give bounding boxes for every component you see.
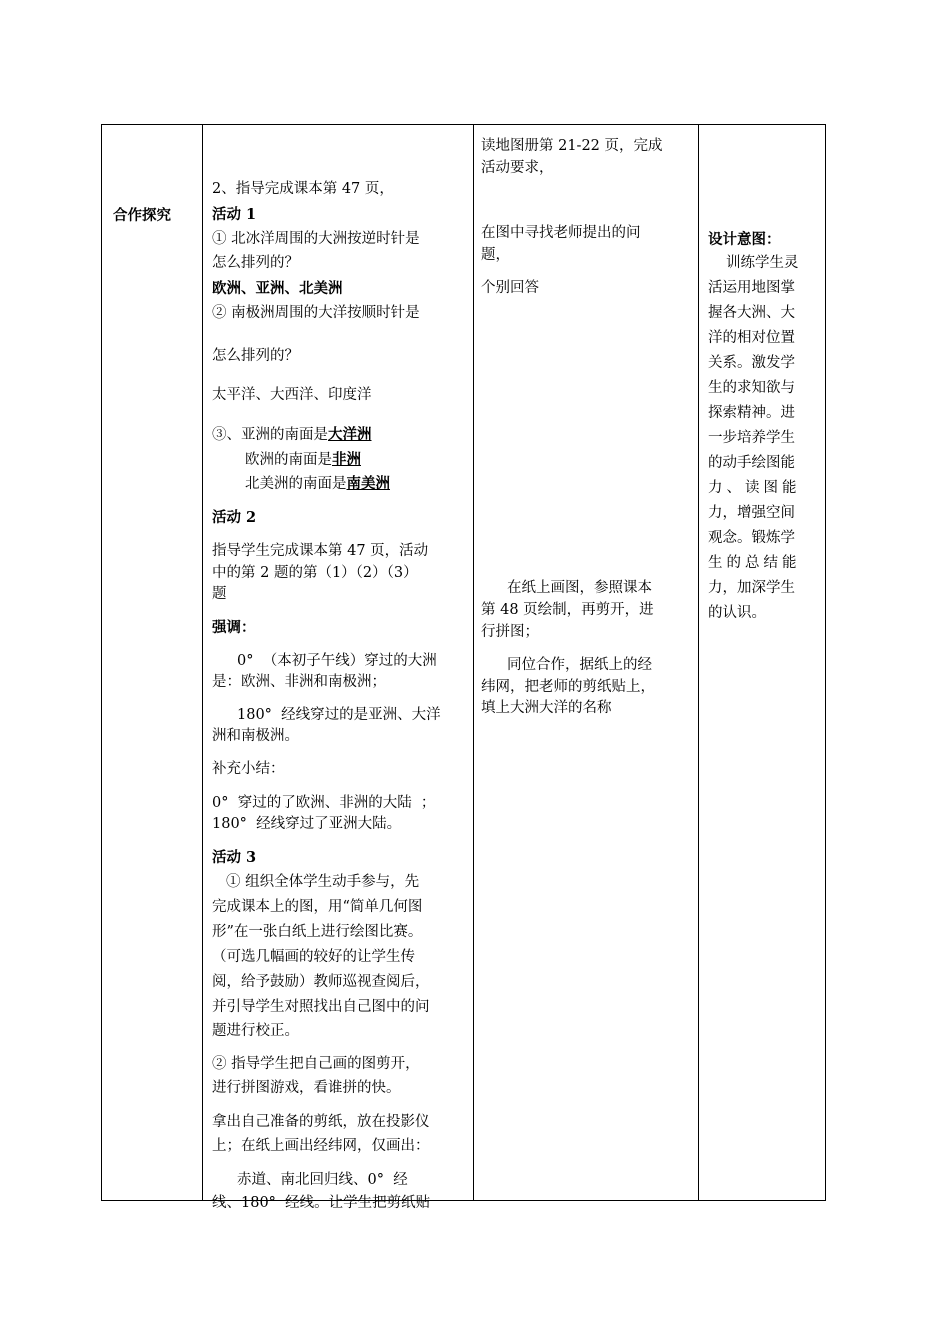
- design-line: 关系。激发学: [708, 355, 795, 371]
- design-line: 生的总结能: [708, 555, 801, 571]
- design-line: 一步培养学生: [708, 430, 795, 446]
- summary-title: 补充小结：: [212, 761, 285, 777]
- question3-line3: [245, 471, 390, 497]
- activity3-p1-line: 完成课本上的图，用“简单几何图: [212, 899, 423, 915]
- design-line: 力、读图能: [708, 480, 801, 496]
- emphasis2-line2: 洲和南极洲。: [212, 728, 299, 744]
- student-activity-cell: [474, 125, 699, 1201]
- intro-text: 2、指导完成课本第 47 页，: [212, 181, 394, 197]
- activity3-p1-line: 阅，给予鼓励）教师巡视查阅后，: [212, 974, 430, 990]
- design-intent-cell: [699, 125, 826, 1201]
- answer2: 太平洋、大西洋、印度洋: [212, 387, 372, 403]
- emphasis-title: 强调：: [212, 619, 256, 636]
- activity3-p1-line: ① 组织全体学生动手参与，先: [226, 874, 420, 890]
- activity3-p4-line: 线、180° 经线。让学生把剪纸贴: [212, 1195, 431, 1211]
- question1-line1: ① 北冰洋周围的大洲按逆时针是: [212, 231, 420, 247]
- activity3-p3-line: 上；在纸上画出经纬网，仅画出：: [212, 1138, 430, 1154]
- q3-prefix: 欧洲的南面是: [245, 452, 332, 468]
- activity2-line3: 题: [212, 586, 227, 602]
- row-label-cell: [102, 125, 203, 1201]
- activity3-p4-line: 赤道、南北回归线、0° 经: [237, 1172, 408, 1188]
- lesson-plan-table: [101, 124, 826, 1211]
- student-text-line: 在纸上画图，参照课本: [507, 580, 652, 596]
- q3-answer: 大洋洲: [328, 426, 372, 443]
- emphasis1-line2: 是：欧洲、非洲和南极洲；: [212, 674, 386, 690]
- student-text-line: 题，: [481, 247, 510, 263]
- question3-line2: [245, 447, 361, 473]
- summary-line2: 180° 经线穿过了亚洲大陆。: [212, 816, 402, 832]
- design-line: 训练学生灵: [726, 255, 799, 271]
- activity1-title: 活动 1: [212, 206, 257, 223]
- student-text-line: 读地图册第 21-22 页，完成: [481, 138, 663, 154]
- design-title: 设计意图：: [708, 231, 781, 248]
- activity3-p1-line: 并引导学生对照找出自己图中的问: [212, 999, 430, 1015]
- student-text-line: 在图中寻找老师提出的问: [481, 225, 641, 241]
- activity3-p1-line: 形”在一张白纸上进行绘图比赛。: [212, 924, 423, 940]
- student-answer: 个别回答: [481, 280, 539, 296]
- answer1: 欧洲、亚洲、北美洲: [212, 280, 343, 297]
- activity3-p3-line: 拿出自己准备的剪纸，放在投影仪: [212, 1114, 430, 1130]
- summary-line1: 0° 穿过的了欧洲、非洲的大陆 ；: [212, 795, 436, 811]
- design-line: 的认识。: [708, 605, 766, 621]
- question2-line2: 怎么排列的？: [212, 348, 299, 364]
- student-text-line: 活动要求，: [481, 160, 554, 176]
- teacher-activity-cell: [203, 125, 474, 1211]
- design-line: 探索精神。进: [708, 405, 795, 421]
- activity3-p2-line: 进行拼图游戏，看谁拼的快。: [212, 1080, 401, 1096]
- design-line: 活运用地图掌: [708, 280, 795, 296]
- activity2-line2: 中的第 2 题的第（1）（2）（3）: [212, 565, 418, 581]
- q3-prefix: 北美洲的南面是: [245, 476, 347, 492]
- question3-line1: [212, 422, 372, 448]
- student-text-line: 填上大洲大洋的名称: [481, 700, 612, 716]
- q3-answer: 南美洲: [346, 475, 390, 492]
- emphasis1-line1: 0° （本初子午线）穿过的大洲: [237, 653, 437, 669]
- design-line: 的动手绘图能: [708, 455, 795, 471]
- student-text-line: 同位合作，据纸上的经: [507, 657, 652, 673]
- student-text-line: 行拼图；: [481, 624, 539, 640]
- design-line: 握各大洲、大: [708, 305, 795, 321]
- design-line: 力，增强空间: [708, 505, 795, 521]
- student-text-line: 第 48 页绘制，再剪开，进: [481, 602, 654, 618]
- activity3-p2-line: ② 指导学生把自己画的图剪开，: [212, 1056, 420, 1072]
- design-line: 力，加深学生: [708, 580, 795, 596]
- question1-line2: 怎么排列的？: [212, 255, 299, 271]
- design-line: 观念。锻炼学: [708, 530, 795, 546]
- table-row: [102, 125, 826, 1201]
- activity2-line1: 指导学生完成课本第 47 页，活动: [212, 543, 429, 559]
- q3-answer: 非洲: [332, 451, 361, 468]
- activity3-title: 活动 3: [212, 849, 257, 866]
- question2-line1: ② 南极洲周围的大洋按顺时针是: [212, 305, 420, 321]
- design-line: 生的求知欲与: [708, 380, 795, 396]
- activity3-p1-line: （可选几幅画的较好的让学生传: [212, 949, 415, 965]
- emphasis2-line1: 180° 经线穿过的是亚洲、大洋: [237, 707, 441, 723]
- activity2-title: 活动 2: [212, 509, 257, 526]
- q3-prefix: ③、亚洲的南面是: [212, 427, 328, 443]
- design-line: 洋的相对位置: [708, 330, 795, 346]
- row-label: 合作探究: [113, 207, 171, 224]
- student-text-line: 纬网，把老师的剪纸贴上，: [481, 679, 655, 695]
- activity3-p1-line: 题进行校正。: [212, 1023, 299, 1039]
